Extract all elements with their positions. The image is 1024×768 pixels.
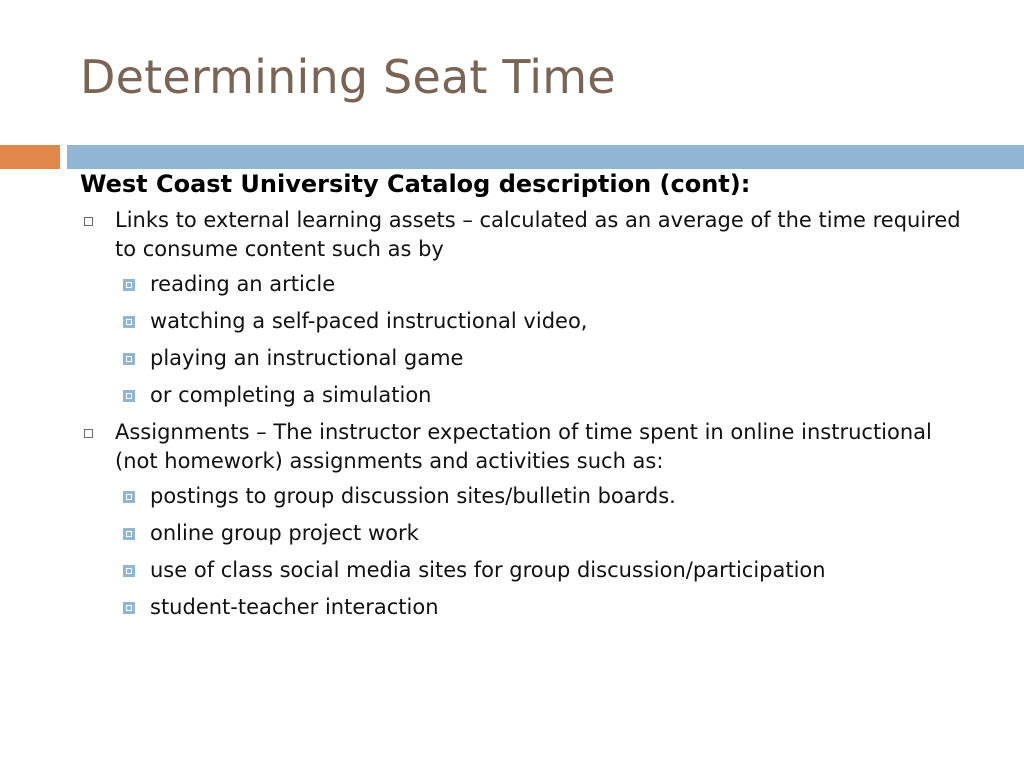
sub-list-item-text: use of class social media sites for group discussion/participation xyxy=(150,558,826,582)
list-item xyxy=(80,418,980,476)
list-item-text: Assignments – The instructor expectation of time spent in online instructional (not homework) assignments and activities such as: xyxy=(115,420,932,473)
sub-list-item xyxy=(80,344,980,373)
list-item-text: Links to external learning assets – calculated as an average of the time required to consume content such as by xyxy=(115,208,961,261)
accent-bar-blue xyxy=(67,145,1024,169)
sub-list-item-text: watching a self-paced instructional video, xyxy=(150,309,588,333)
square-bullet-icon xyxy=(123,528,135,540)
sub-list-item-text: reading an article xyxy=(150,272,336,296)
sub-list-item xyxy=(80,556,980,585)
sub-list-item xyxy=(80,519,980,548)
slide-title: Determining Seat Time xyxy=(80,50,616,104)
hollow-square-bullet-icon xyxy=(84,429,93,438)
sub-list-item-text: student-teacher interaction xyxy=(150,595,439,619)
sub-list-item xyxy=(80,307,980,336)
hollow-square-bullet-icon xyxy=(84,217,93,226)
square-bullet-icon xyxy=(123,565,135,577)
square-bullet-icon xyxy=(123,353,135,365)
sub-list-item-text: or completing a simulation xyxy=(150,383,432,407)
sub-list-item-text: playing an instructional game xyxy=(150,346,464,370)
accent-bar-orange xyxy=(0,145,60,169)
list-item xyxy=(80,206,980,264)
sub-list-item xyxy=(80,381,980,410)
sub-list-item xyxy=(80,270,980,299)
sub-list-item-text: postings to group discussion sites/bulletin boards. xyxy=(150,484,676,508)
sub-list-item-text: online group project work xyxy=(150,521,419,545)
square-bullet-icon xyxy=(123,491,135,503)
square-bullet-icon xyxy=(123,390,135,402)
square-bullet-icon xyxy=(123,316,135,328)
sub-list-item xyxy=(80,482,980,511)
content-heading: West Coast University Catalog description (cont): xyxy=(80,170,751,198)
square-bullet-icon xyxy=(123,602,135,614)
sub-list-item xyxy=(80,593,980,622)
square-bullet-icon xyxy=(123,279,135,291)
slide-content xyxy=(80,170,980,630)
